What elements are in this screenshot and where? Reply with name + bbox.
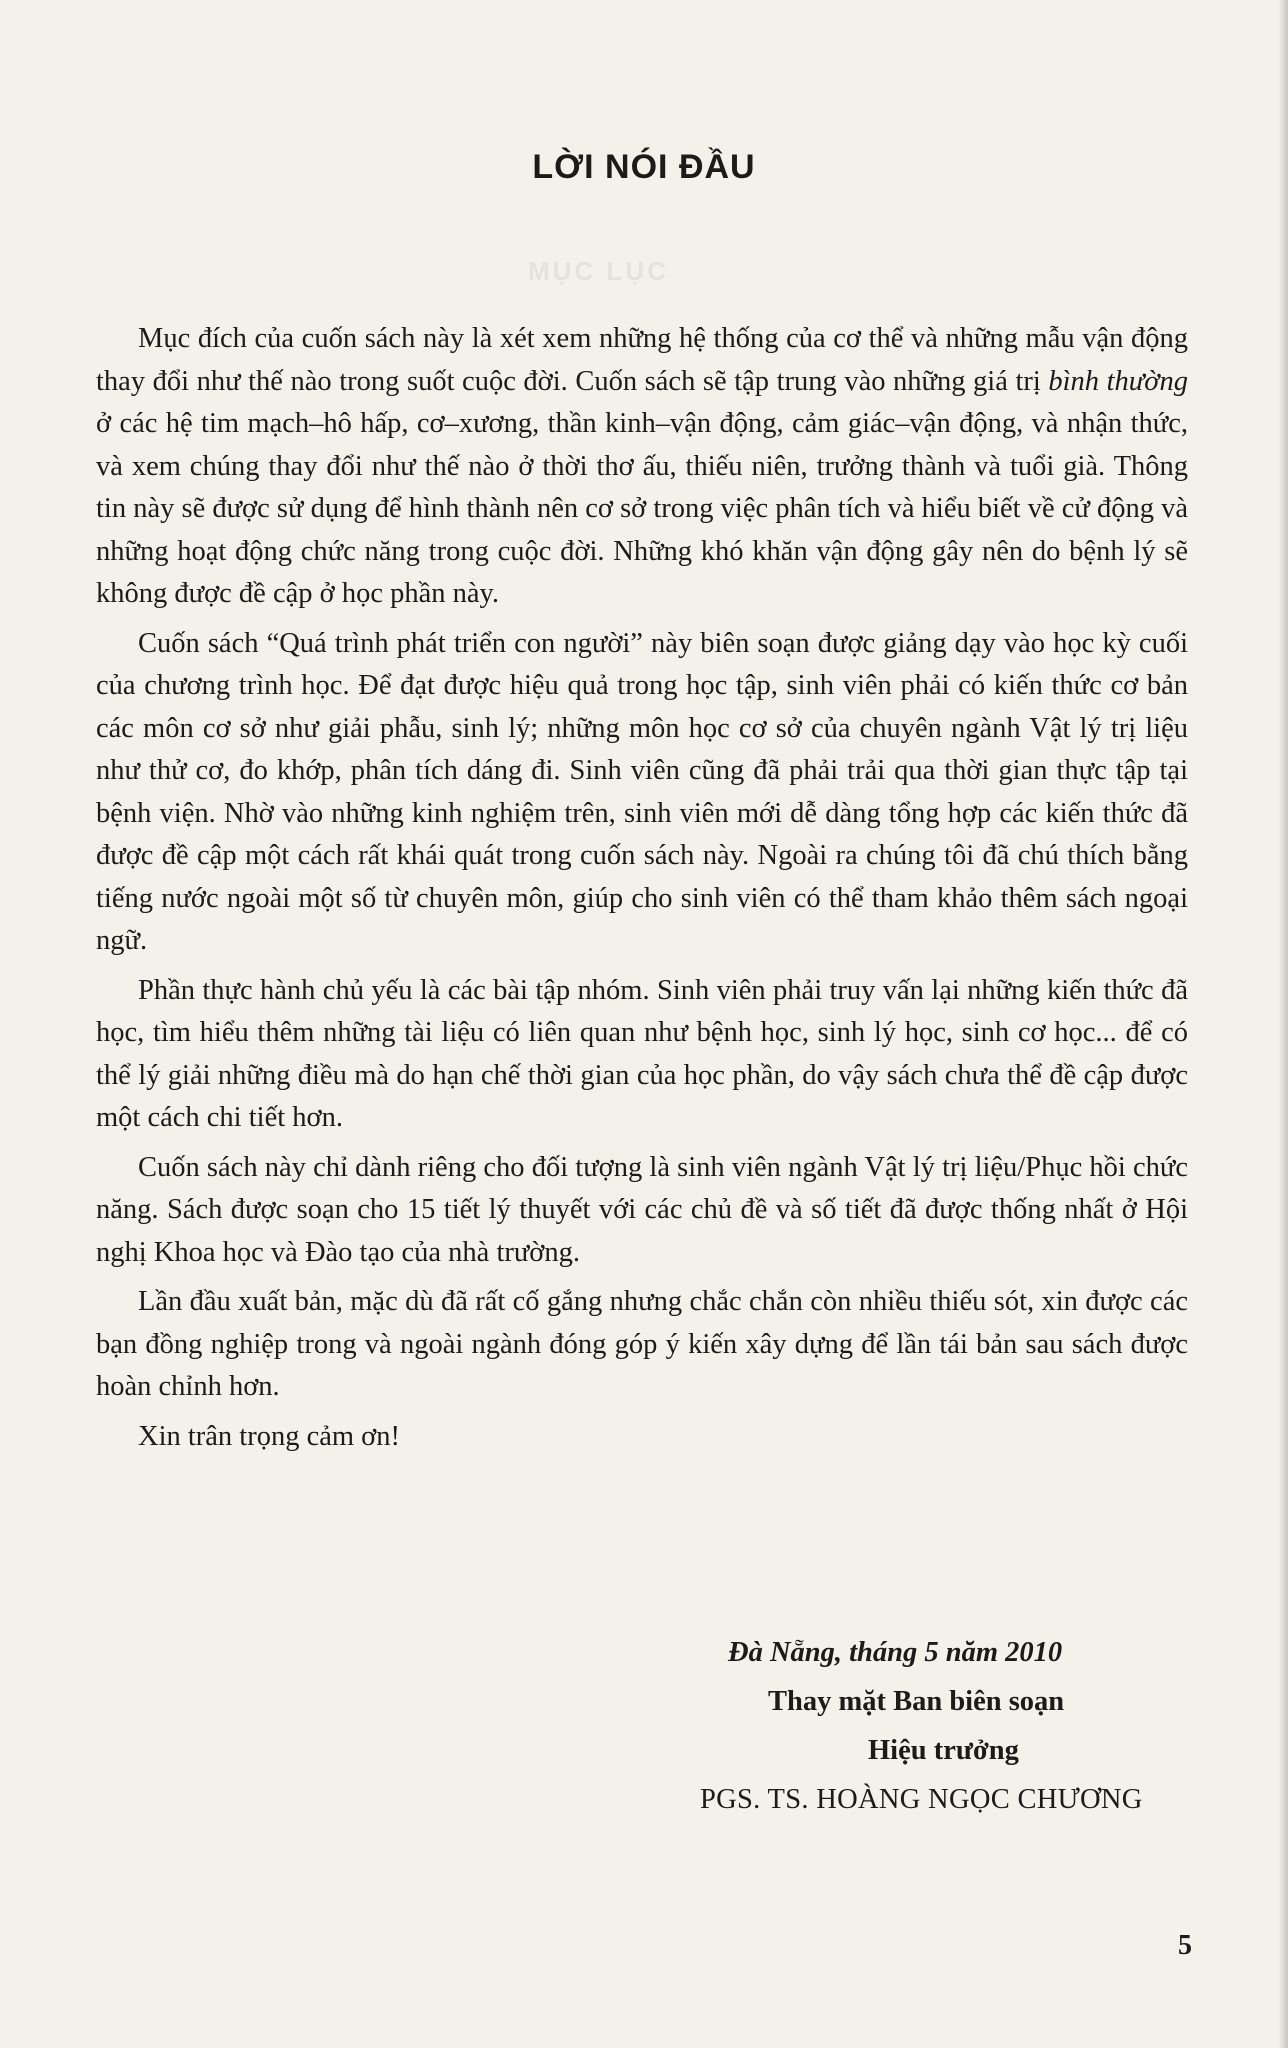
paragraph-audience: Cuốn sách này chỉ dành riêng cho đối tượng là sinh viên ngành Vật lý trị liệu/Phục hồi chức năng. Sách được soạn cho 15 tiết lý thuyết với các chủ đề và số tiết đã được thống nhất ở Hội nghị Khoa học và Đào tạo của nhà trường. [96, 1151, 1188, 1268]
signature-on-behalf: Thay mặt Ban biên soạn [768, 1686, 1065, 1717]
signature-role: Hiệu trưởng [868, 1735, 1019, 1766]
bleed-through-text: MỤC LỤC [528, 256, 669, 286]
signature-place-date: Đà Nẵng, tháng 5 năm 2010 [728, 1637, 1063, 1668]
paragraph-practice: Phần thực hành chủ yếu là các bài tập nhóm. Sinh viên phải truy vấn lại những kiến thức đã học, tìm hiểu thêm những tài liệu có liên quan như bệnh học, sinh lý học, sinh cơ học... để có thể lý giải những điều mà do hạn chế thời gian của học phần, do vậy sách chưa thể đề cập được một cách chi tiết hơn. [96, 974, 1188, 1133]
paragraph-thanks: Xin trân trọng cảm ơn! [138, 1420, 400, 1452]
page-number: 5 [1178, 1930, 1192, 1961]
page-title: LỜI NÓI ĐẦU [532, 148, 756, 186]
paragraph-curriculum: Cuốn sách “Quá trình phát triển con người” này biên soạn được giảng dạy vào học kỳ cuối của chương trình học. Để đạt được hiệu quả trong học tập, sinh viên phải có kiến thức cơ bản các môn cơ sở như giải phẫu, sinh lý; những môn học cơ sở của chuyên ngành Vật lý trị liệu như thử cơ, đo khớp, phân tích dáng đi. Sinh viên cũng đã phải trải qua thời gian thực tập tại bệnh viện. Nhờ vào những kinh nghiệm trên, sinh viên mới dễ dàng tổng hợp các kiến thức đã được đề cập một cách rất khái quát trong cuốn sách này. Ngoài ra chúng tôi đã chú thích bằng tiếng nước ngoài một số từ chuyên môn, giúp cho sinh viên có thể tham khảo thêm sách ngoại ngữ. [96, 627, 1188, 956]
page-edge-shadow [1278, 0, 1288, 2048]
body-text [96, 318, 1188, 1458]
signature-block [700, 1628, 1160, 1824]
paragraph-first-edition: Lần đầu xuất bản, mặc dù đã rất cố gắng nhưng chắc chắn còn nhiều thiếu sót, xin được các bạn đồng nghiệp trong và ngoài ngành đóng góp ý kiến xây dựng để lần tái bản sau sách được hoàn chỉnh hơn. [96, 1286, 1188, 1402]
signature-name: PGS. TS. HOÀNG NGỌC CHƯƠNG [700, 1784, 1143, 1815]
paragraph-purpose: Mục đích của cuốn sách này là xét xem những hệ thống của cơ thể và những mẫu vận động thay đổi như thế nào trong suốt cuộc đời. Cuốn sách sẽ tập trung vào những giá trị bình thường ở các hệ tim mạch–hô hấp, cơ–xương, thần kinh–vận động, cảm giác–vận động, và nhận thức, và xem chúng thay đổi như thế nào ở thời thơ ấu, thiếu niên, trưởng thành và tuổi già. Thông tin này sẽ được sử dụng để hình thành nên cơ sở trong việc phân tích và hiểu biết về cử động và những hoạt động chức năng trong cuộc đời. Những khó khăn vận động gây nên do bệnh lý sẽ không được đề cập ở học phần này. [96, 323, 1189, 609]
